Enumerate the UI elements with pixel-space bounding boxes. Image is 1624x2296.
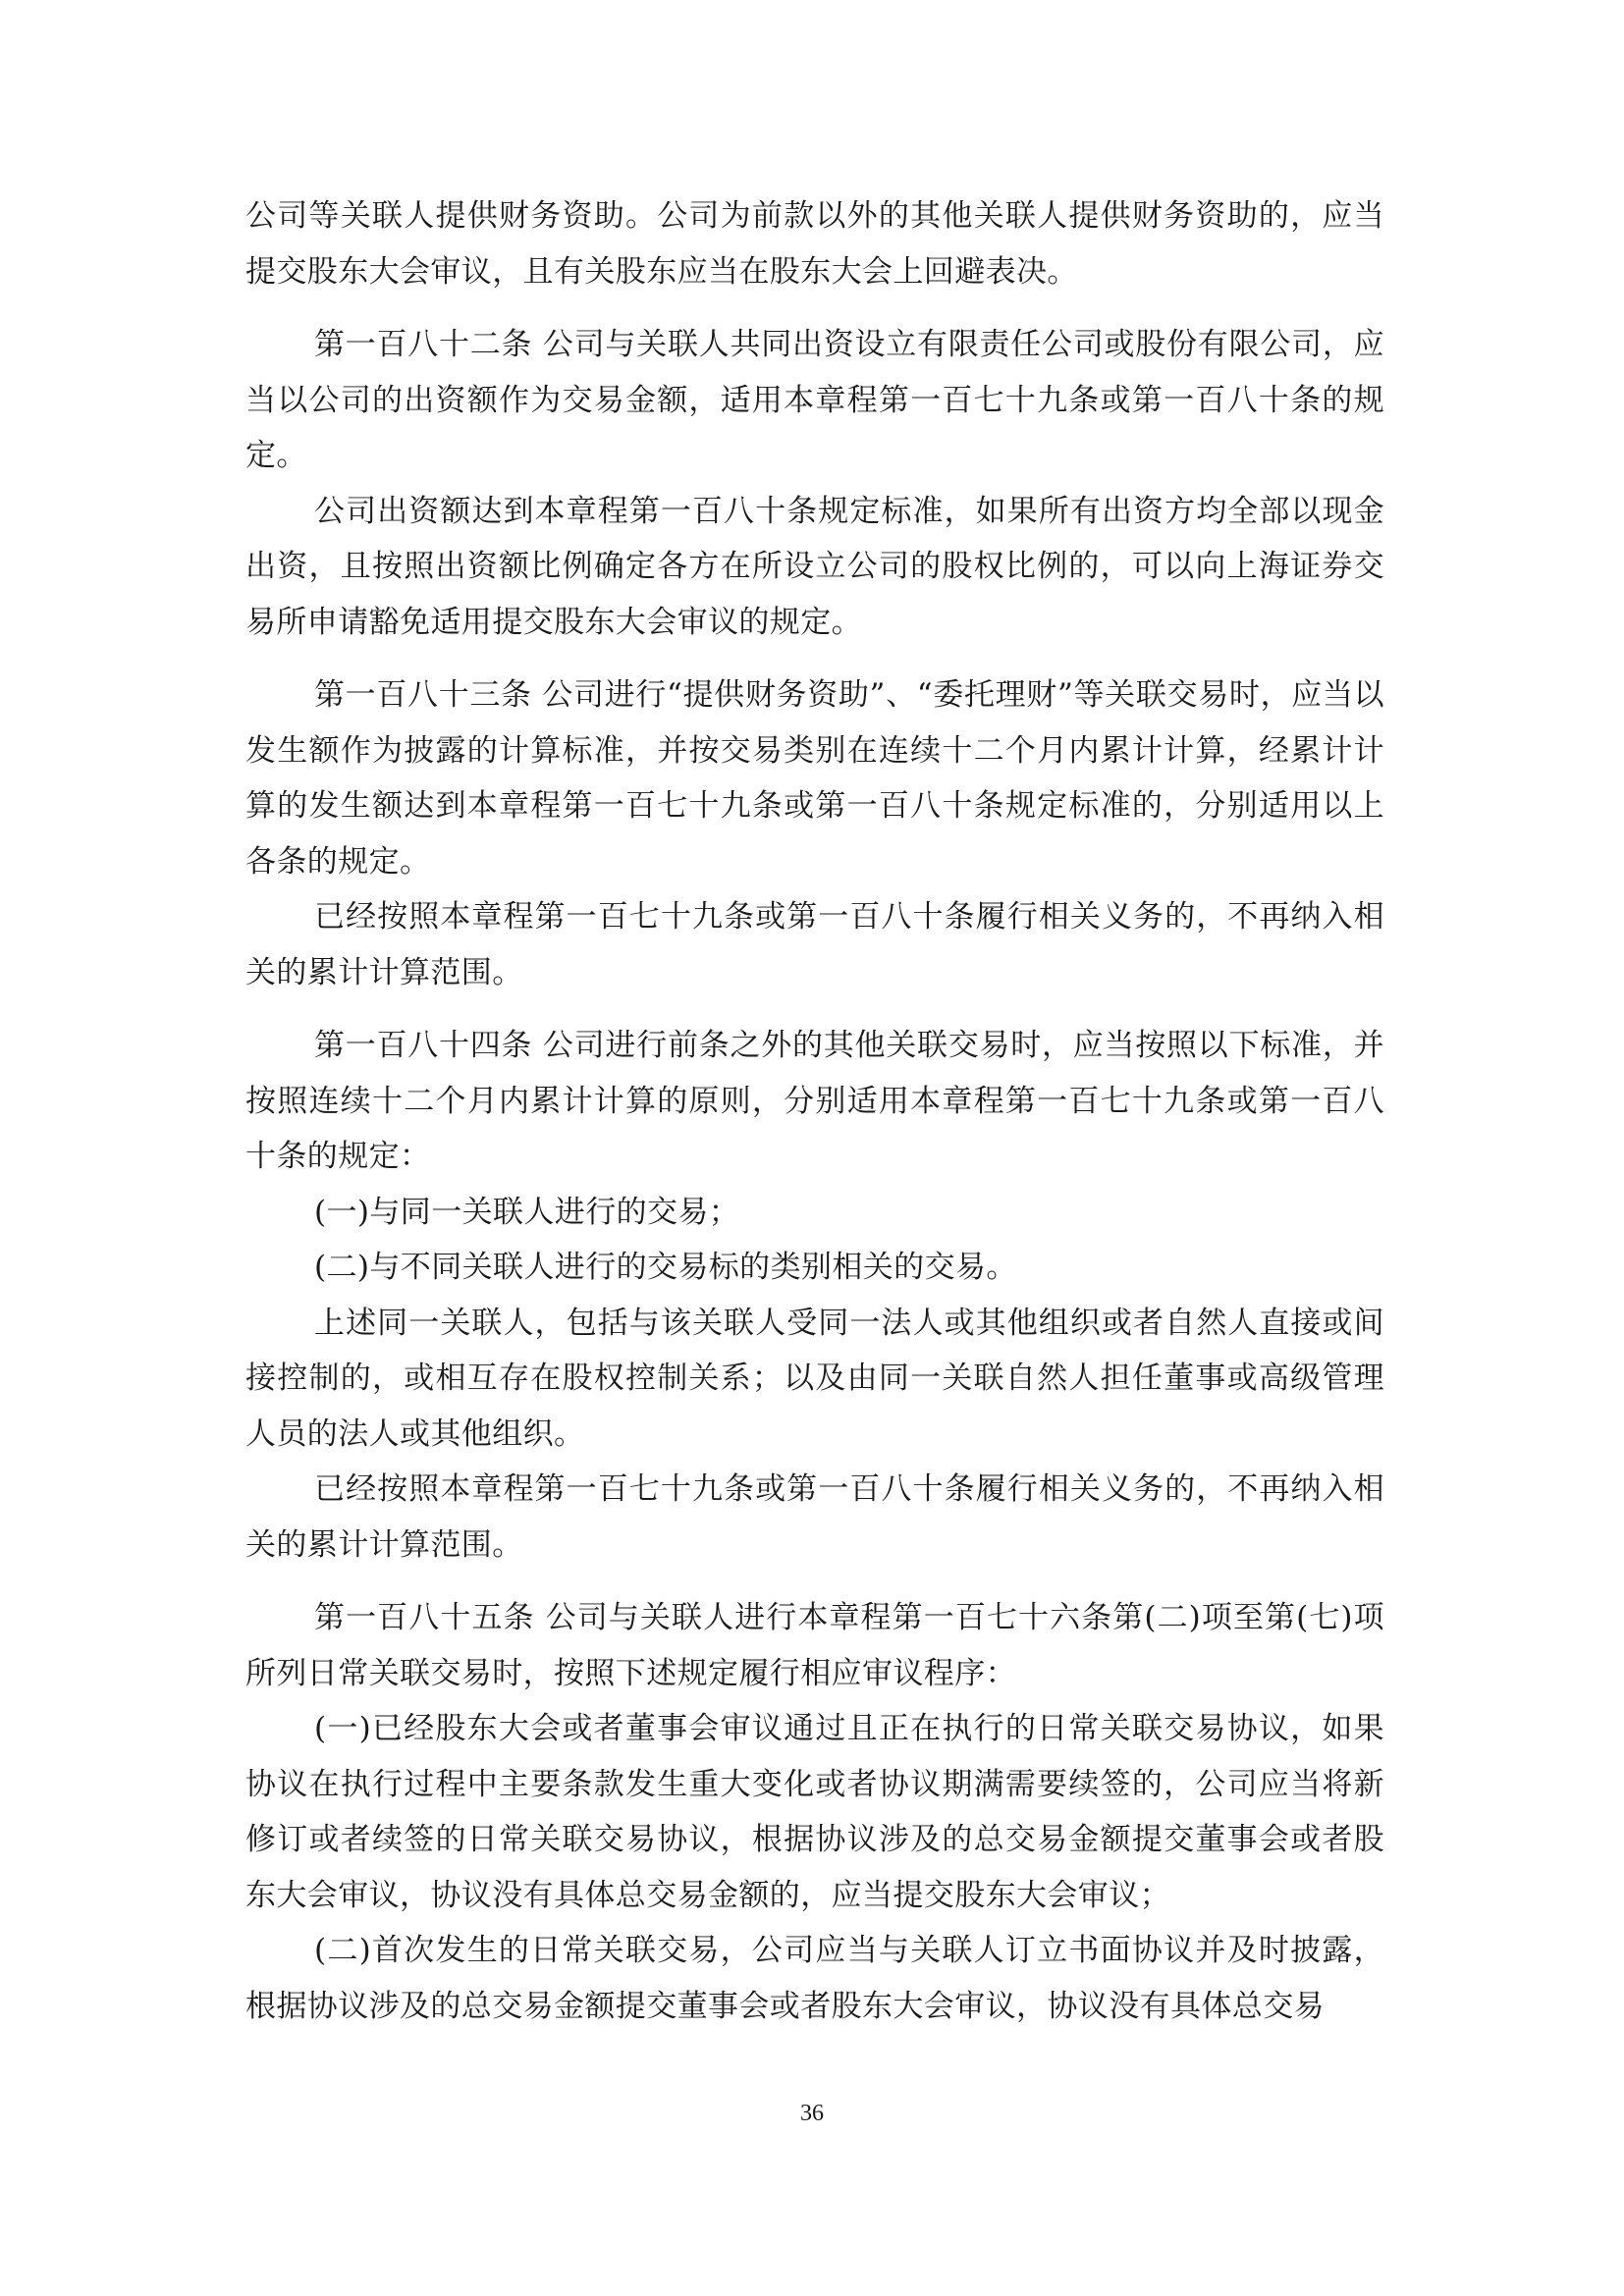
paragraph-continuation: 公司等关联人提供财务资助。公司为前款以外的其他关联人提供财务资助的，应当提交股东大会审议，且有关股东应当在股东大会上回避表决。 bbox=[245, 198, 1384, 290]
paragraph-article-184: 第一百八十四条 公司进行前条之外的其他关联交易时，应当按照以下标准，并按照连续十二个月内累计计算的原则，分别适用本章程第一百七十九条或第一百八十条的规定： bbox=[245, 1028, 1384, 1174]
paragraph-article-182: 第一百八十二条 公司与关联人共同出资设立有限责任公司或股份有限公司，应当以公司的出资额作为交易金额，适用本章程第一百七十九条或第一百八十条的规定。 bbox=[245, 327, 1384, 473]
paragraph-article-183-exclusion: 已经按照本章程第一百七十九条或第一百八十条履行相关义务的，不再纳入相关的累计计算范围。 bbox=[245, 899, 1384, 990]
paragraph-article-184-item-2: (二)与不同关联人进行的交易标的类别相关的交易。 bbox=[314, 1250, 1017, 1285]
paragraph-article-185: 第一百八十五条 公司与关联人进行本章程第一百七十六条第(二)项至第(七)项所列日常关联交易时，按照下述规定履行相应审议程序： bbox=[245, 1600, 1384, 1691]
paragraph-article-185-item-1: (一)已经股东大会或者董事会审议通过且正在执行的日常关联交易协议，如果协议在执行过程中主要条款发生重大变化或者协议期满需要续签的，公司应当将新修订或者续签的日常关联交易协议，根据协议涉及的总交易金额提交董事会或者股东大会审议，协议没有具体总交易金额的，应当提交股东大会审议； bbox=[245, 1711, 1384, 1913]
paragraph-article-184-item-1: (一)与同一关联人进行的交易； bbox=[314, 1194, 740, 1230]
paragraph-article-183: 第一百八十三条 公司进行“提供财务资助”、“委托理财”等关联交易时，应当以发生额作为披露的计算标准，并按交易类别在连续十二个月内累计计算，经累计计算的发生额达到本章程第一百七十九条或第一百八十条规定标准的，分别适用以上各条的规定。 bbox=[245, 677, 1384, 880]
paragraph-article-182-exemption: 公司出资额达到本章程第一百八十条规定标准，如果所有出资方均全部以现金出资，且按照出资额比例确定各方在所设立公司的股权比例的，可以向上海证券交易所申请豁免适用提交股东大会审议的规定。 bbox=[245, 493, 1384, 640]
paragraph-article-185-item-2: (二)首次发生的日常关联交易，公司应当与关联人订立书面协议并及时披露，根据协议涉及的总交易金额提交董事会或者股东大会审议，协议没有具体总交易 bbox=[245, 1933, 1384, 2024]
paragraph-article-184-exclusion: 已经按照本章程第一百七十九条或第一百八十条履行相关义务的，不再纳入相关的累计计算范围。 bbox=[245, 1471, 1384, 1563]
page-body bbox=[245, 188, 1384, 2034]
page-number: 36 bbox=[800, 2101, 824, 2126]
paragraph-article-184-definition: 上述同一关联人，包括与该关联人受同一法人或其他组织或者自然人直接或间接控制的，或相互存在股权控制关系；以及由同一关联自然人担任董事或高级管理人员的法人或其他组织。 bbox=[245, 1305, 1384, 1452]
